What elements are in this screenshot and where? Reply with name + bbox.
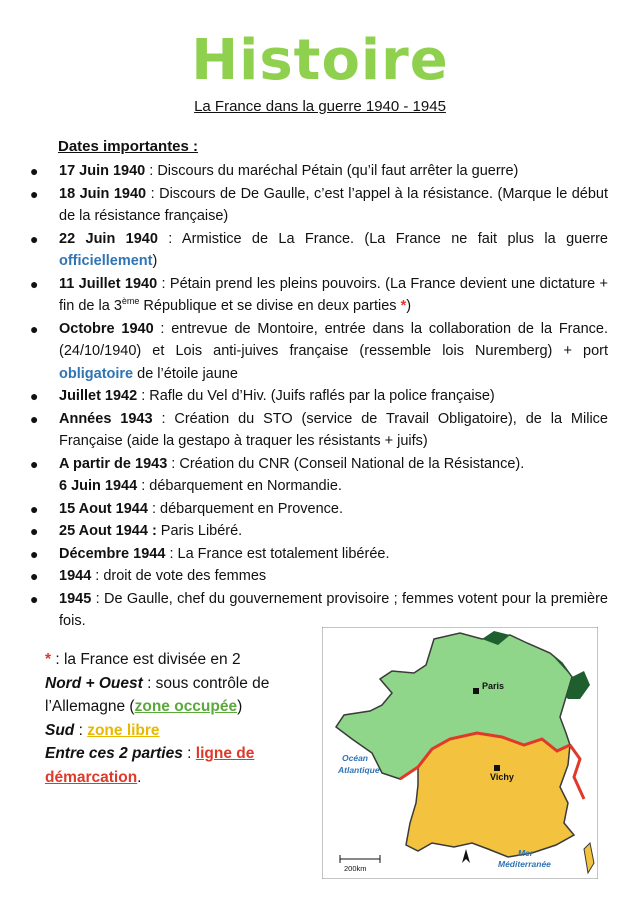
paris-label: Paris — [482, 681, 505, 691]
bullet-icon: ● — [30, 568, 39, 584]
dates-heading: Dates importantes : — [58, 138, 199, 155]
list-item: ● 1945 : De Gaulle, chef du gouvernement provisoire ; femmes votent pour la première fois. — [30, 588, 608, 633]
list-item: ● 22 Juin 1940 : Armistice de La France. (La France ne fait plus la guerre officiellement) — [30, 228, 608, 273]
list-item: ● 15 Aout 1944 : débarquement en Provence. — [30, 498, 608, 521]
ligne-demarcation-label: ligne de démarcation — [45, 745, 255, 786]
vichy-marker — [494, 765, 500, 771]
bullet-icon: ● — [30, 590, 39, 607]
zone-libre-label: zone libre — [87, 721, 160, 739]
asterisk: * — [45, 651, 52, 668]
svg-text:Atlantique: Atlantique — [338, 765, 380, 775]
vichy-label: Vichy — [490, 772, 514, 782]
zone-occupee-label: zone occupée — [134, 698, 238, 715]
page-subtitle: La France dans la guerre 1940 - 1945 — [194, 98, 446, 115]
paris-marker — [473, 688, 479, 694]
list-item: ● 11 Juillet 1940 : Pétain prend les pleins pouvoirs. (La France devient une dictature + fin de la 3ème République et se divise en deux parties *) — [30, 273, 608, 318]
bullet-icon: ● — [30, 163, 39, 179]
bullet-icon: ● — [30, 230, 39, 247]
list-item: ● 1944 : droit de vote des femmes — [30, 565, 608, 588]
page-title: Histoire — [191, 28, 449, 93]
bullet-icon: ● — [30, 523, 39, 539]
france-map — [322, 627, 598, 879]
list-item: 6 Juin 1944 : débarquement en Normandie. — [59, 478, 342, 494]
division-note: * : la France est divisée en 2 Nord + Ouest : sous contrôle de l’Allemagne (zone occupée) Sud : zone libre Entre ces 2 parties : ligne de démarcation. — [45, 651, 270, 786]
bullet-icon: ● — [30, 275, 39, 292]
list-item: ● 18 Juin 1940 : Discours de De Gaulle, c’est l’appel à la résistance. (Marque le début de la résistance française) — [30, 183, 608, 228]
list-item: ● Décembre 1944 : La France est totalement libérée. — [30, 543, 608, 566]
bullet-icon: ● — [30, 500, 39, 517]
bullet-icon: ● — [30, 185, 39, 202]
bullet-icon: ● — [30, 388, 39, 404]
bullet-icon: ● — [30, 410, 39, 427]
list-item: ● 25 Aout 1944 : Paris Libéré. — [30, 520, 608, 543]
scale-label: 200km — [344, 864, 367, 873]
list-item: ● A partir de 1943 : Création du CNR (Conseil National de la Résistance). — [30, 453, 608, 476]
mer-label: Mer — [518, 848, 534, 858]
svg-text:Méditerranée: Méditerranée — [498, 859, 551, 869]
list-item: ● Années 1943 : Création du STO (service de Travail Obligatoire), de la Milice Française (aide la gestapo à traquer les résistants + juifs) — [30, 408, 608, 453]
dates-list — [30, 160, 608, 633]
ocean-label: Océan — [342, 753, 368, 763]
bullet-icon: ● — [30, 545, 39, 562]
list-item: ● Juillet 1942 : Rafle du Vel d’Hiv. (Juifs raflés par la police française) — [30, 385, 608, 408]
list-item: ● 17 Juin 1940 : Discours du maréchal Pétain (qu’il faut arrêter la guerre) — [30, 160, 608, 183]
bullet-icon: ● — [30, 455, 39, 472]
bullet-icon: ● — [30, 320, 39, 337]
list-item: ● Octobre 1940 : entrevue de Montoire, entrée dans la collaboration de la France. (24/10/1940) et Lois anti-juives française (ressemble lois Nuremberg) + port obligatoire de l’étoile jaune — [30, 318, 608, 386]
